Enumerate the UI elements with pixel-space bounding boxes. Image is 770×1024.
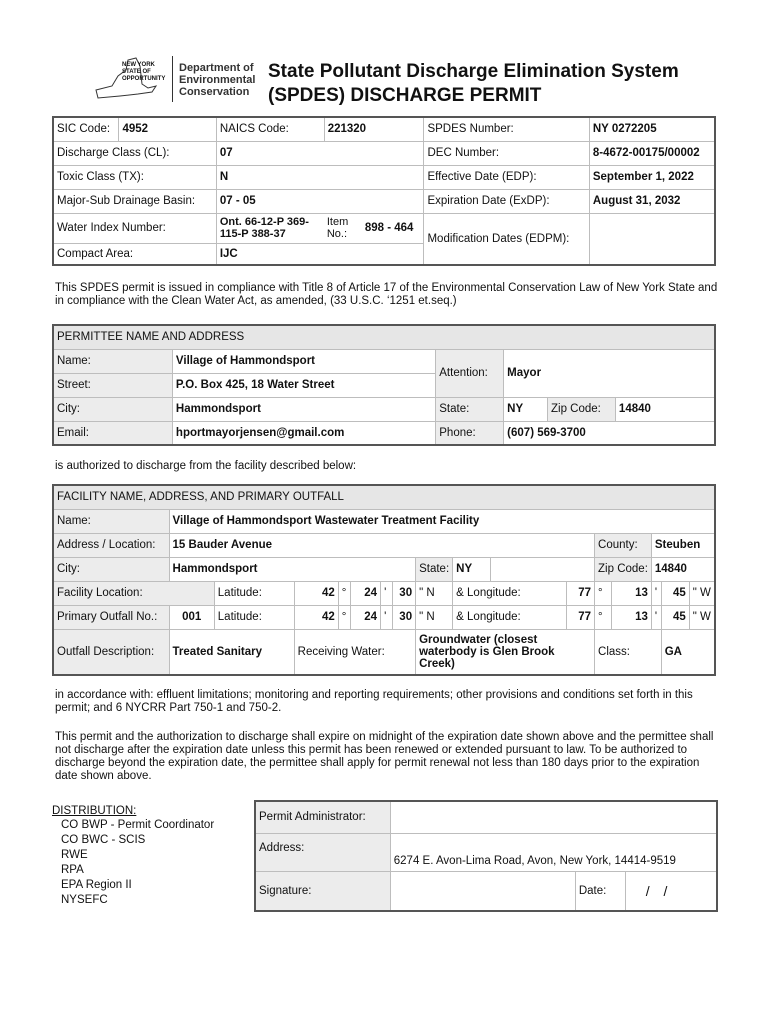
deg-symbol: ° — [338, 605, 350, 629]
county-label: County: — [595, 533, 652, 557]
attention-value: Mayor — [504, 349, 715, 397]
distribution-item: RPA — [61, 864, 84, 876]
permittee-city-value: Hammondsport — [172, 397, 435, 421]
sec-w-symbol: " W — [689, 581, 715, 605]
date-field[interactable]: / / — [625, 871, 717, 911]
facility-lat-deg: 42 — [294, 581, 338, 605]
permittee-section-title: PERMITTEE NAME AND ADDRESS — [53, 325, 715, 349]
permittee-zip-value: 14840 — [615, 397, 715, 421]
permittee-state-value: NY — [504, 397, 548, 421]
accordance-text: in accordance with: effluent limitations; monitoring and reporting requirements; other provisions and conditions set forth in this permit; and 6 NYCRR Part 750-1 and 750-2. — [55, 689, 693, 714]
distribution-item: EPA Region II — [61, 879, 132, 891]
date-label: Date: — [575, 871, 625, 911]
sic-label: SIC Code: — [53, 117, 119, 141]
sec-n-symbol: " N — [416, 581, 453, 605]
outfall-desc-value: Treated Sanitary — [169, 629, 294, 675]
permittee-table — [52, 324, 716, 446]
deg-symbol: ° — [595, 581, 612, 605]
min-symbol: ' — [651, 581, 661, 605]
facility-lat-sec: 30 — [392, 581, 415, 605]
item-value: 898 - 464 — [364, 222, 414, 234]
dept-line-3: Conservation — [179, 86, 250, 98]
permittee-city-label: City: — [53, 397, 172, 421]
dec-value: 8-4672-00175/00002 — [589, 141, 715, 165]
outfall-lon-min: 13 — [611, 605, 651, 629]
facility-city-label: City: — [53, 557, 169, 581]
ny-logo-text: NEW YORK STATE OF OPPORTUNITY — [122, 62, 166, 82]
edp-value: September 1, 2022 — [589, 165, 715, 189]
title-line-2: (SPDES) DISCHARGE PERMIT — [268, 85, 542, 106]
facility-latitude-label: Latitude: — [214, 581, 294, 605]
compact-label: Compact Area: — [53, 243, 216, 265]
facility-zip-label: Zip Code: — [595, 557, 652, 581]
facility-longitude-label: & Longitude: — [453, 581, 567, 605]
outfall-lon-sec: 45 — [661, 605, 689, 629]
water-index-cell — [216, 213, 424, 243]
outfall-label: Primary Outfall No.: — [53, 605, 169, 629]
facility-section-title: FACILITY NAME, ADDRESS, AND PRIMARY OUTFALL — [53, 485, 715, 509]
dec-label: DEC Number: — [424, 141, 589, 165]
facility-lat-min: 24 — [350, 581, 380, 605]
expiration-text: This permit and the authorization to discharge shall expire on midnight of the expiration date shown above and the permittee shall not discharge after the expiration date unless this permit has been renewed or extended pursuant to law. To be authorized to discharge beyond the expiration date, the permittee shall apply for permit renewal not less than 180 days prior to the expiration date shown above. — [55, 731, 714, 782]
dept-line-1: Department of — [179, 62, 254, 74]
street-label: Street: — [53, 373, 172, 397]
page-title — [268, 60, 679, 108]
email-value: hportmayorjensen@gmail.com — [172, 421, 435, 445]
facility-lon-sec: 45 — [661, 581, 689, 605]
receiving-water-label: Receiving Water: — [294, 629, 415, 675]
facility-city-value: Hammondsport — [169, 557, 416, 581]
sec-w-symbol: " W — [689, 605, 715, 629]
compact-value: IJC — [216, 243, 424, 265]
basin-label: Major-Sub Drainage Basin: — [53, 189, 216, 213]
outfall-latitude-label: Latitude: — [214, 605, 294, 629]
street-value: P.O. Box 425, 18 Water Street — [172, 373, 435, 397]
water-class-label: Class: — [595, 629, 662, 675]
min-symbol: ' — [651, 605, 661, 629]
min-symbol: ' — [381, 581, 393, 605]
facility-zip-value: 14840 — [651, 557, 715, 581]
dept-line-2: Environmental — [179, 74, 256, 86]
admin-address-value: 6274 E. Avon-Lima Road, Avon, New York, 14414-9519 — [390, 833, 717, 871]
mod-label: Modification Dates (EDPM): — [424, 213, 589, 265]
phone-label: Phone: — [436, 421, 504, 445]
class-value: 07 — [216, 141, 424, 165]
permittee-zip-label: Zip Code: — [548, 397, 616, 421]
deg-symbol: ° — [595, 605, 612, 629]
facility-address-value: 15 Bauder Avenue — [169, 533, 595, 557]
permittee-name-label: Name: — [53, 349, 172, 373]
outfall-lat-sec: 30 — [392, 605, 415, 629]
distribution-list — [52, 804, 214, 908]
facility-state-spacer — [491, 557, 595, 581]
outfall-desc-label: Outfall Description: — [53, 629, 169, 675]
distribution-item: RWE — [61, 849, 88, 861]
admin-table — [254, 800, 718, 912]
min-symbol: ' — [381, 605, 393, 629]
mod-value — [589, 213, 715, 265]
deg-symbol: ° — [338, 581, 350, 605]
outfall-longitude-label: & Longitude: — [453, 605, 567, 629]
email-label: Email: — [53, 421, 172, 445]
water-class-value: GA — [661, 629, 715, 675]
toxic-label: Toxic Class (TX): — [53, 165, 216, 189]
signature-field[interactable] — [390, 871, 575, 911]
water-index-label: Water Index Number: — [53, 213, 216, 243]
naics-value: 221320 — [324, 117, 424, 141]
county-value: Steuben — [651, 533, 715, 557]
facility-lon-min: 13 — [611, 581, 651, 605]
outfall-lat-deg: 42 — [294, 605, 338, 629]
naics-label: NAICS Code: — [216, 117, 324, 141]
facility-state-label: State: — [416, 557, 453, 581]
ny-state-logo — [90, 56, 170, 102]
facility-lon-deg: 77 — [567, 581, 595, 605]
facility-location-label: Facility Location: — [53, 581, 214, 605]
facility-name-value: Village of Hammondsport Wastewater Treatment Facility — [169, 509, 715, 533]
outfall-value: 001 — [169, 605, 214, 629]
authorized-text: is authorized to discharge from the facility described below: — [55, 460, 357, 472]
spdes-label: SPDES Number: — [424, 117, 589, 141]
basin-value: 07 - 05 — [216, 189, 424, 213]
distribution-item: NYSEFC — [61, 894, 108, 906]
intro-text: This SPDES permit is issued in compliance with Title 8 of Article 17 of the Environmental Conservation Law of New York State and in compliance with the Clean Water Act, as amended, (33 U.S.C. ‘1251 et.seq.) — [55, 282, 718, 307]
distribution-item: CO BWP - Permit Coordinator — [61, 819, 215, 831]
facility-address-label: Address / Location: — [53, 533, 169, 557]
class-label: Discharge Class (CL): — [53, 141, 216, 165]
sec-n-symbol: " N — [416, 605, 453, 629]
facility-name-label: Name: — [53, 509, 169, 533]
sic-value: 4952 — [119, 117, 216, 141]
distribution-item: CO BWC - SCIS — [61, 834, 146, 846]
permit-info-table — [52, 116, 716, 266]
signature-label: Signature: — [255, 871, 390, 911]
header-divider — [172, 56, 173, 102]
item-label: Item No.: — [326, 216, 349, 240]
edp-label: Effective Date (EDP): — [424, 165, 589, 189]
exdp-label: Expiration Date (ExDP): — [424, 189, 589, 213]
exdp-value: August 31, 2032 — [589, 189, 715, 213]
facility-state-value: NY — [453, 557, 491, 581]
admin-value — [390, 801, 717, 833]
receiving-water-value: Groundwater (closest waterbody is Glen Brook Creek) — [416, 629, 595, 675]
permittee-state-label: State: — [436, 397, 504, 421]
spdes-value: NY 0272205 — [589, 117, 715, 141]
distribution-title: DISTRIBUTION: — [52, 805, 137, 817]
outfall-lat-min: 24 — [350, 605, 380, 629]
outfall-lon-deg: 77 — [567, 605, 595, 629]
phone-value: (607) 569-3700 — [504, 421, 715, 445]
dept-name — [179, 62, 255, 98]
facility-table — [52, 484, 716, 676]
admin-label: Permit Administrator: — [255, 801, 390, 833]
attention-label: Attention: — [436, 349, 504, 397]
admin-address-label: Address: — [255, 833, 390, 871]
toxic-value: N — [216, 165, 424, 189]
title-line-1: State Pollutant Discharge Elimination System — [268, 61, 679, 82]
water-index-value: Ont. 66-12-P 369-115-P 388-37 — [219, 216, 309, 240]
permittee-name-value: Village of Hammondsport — [172, 349, 435, 373]
